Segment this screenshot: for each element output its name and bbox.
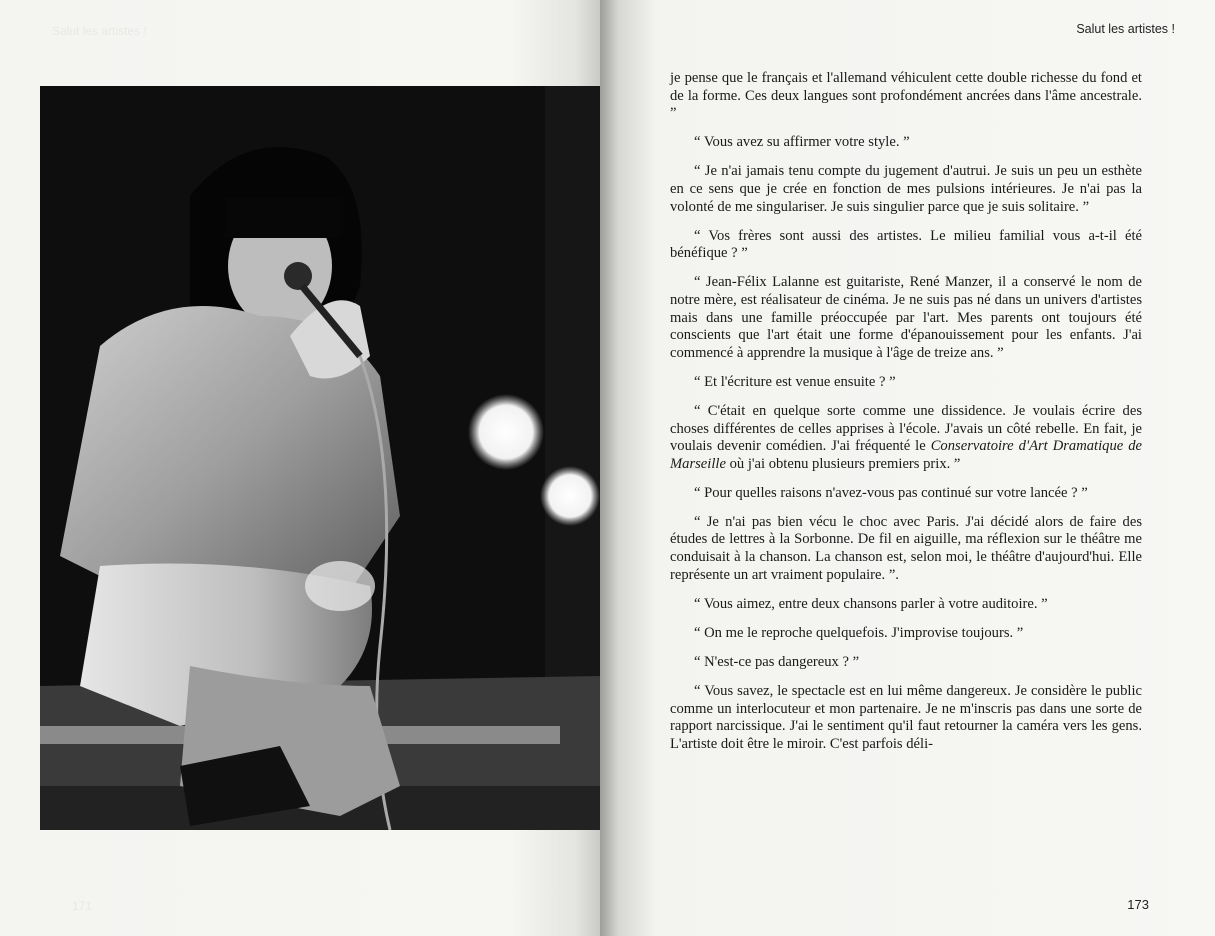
interview-text xyxy=(670,70,1142,765)
left-folio-ghost: 171 xyxy=(72,899,93,913)
paragraph-text: je pense que le français et l'allemand véhiculent cette double richesse du fond et de la forme. Ces deux langues sont profondément ancrées dans l'âme ancestrale. ” xyxy=(670,70,1142,122)
paragraph xyxy=(670,70,1142,123)
running-head: Salut les artistes ! xyxy=(1076,22,1175,36)
paragraph-text: “ On me le reproche quelquefois. J'improvise toujours. ” xyxy=(694,624,1024,641)
paragraph-text: “ Vous savez, le spectacle est en lui même dangereux. Je considère le public comme un interlocuteur et mon partenaire. Je ne m'inscris pas dans une sorte de rapport narcissique. J'ai le sentiment qu'il faut retourner la caméra vers les gens. L'artiste doit être le miroir. C'est parfois déli- xyxy=(670,683,1142,752)
paragraph xyxy=(670,134,1142,152)
paragraph xyxy=(670,625,1142,643)
paragraph xyxy=(670,654,1142,672)
left-running-head-ghost: Salut les artistes ! xyxy=(52,24,147,38)
paragraph xyxy=(670,683,1142,753)
paragraph-text: “ Je n'ai jamais tenu compte du jugement d'autrui. Je suis un peu un esthète en ce sens que je crée en fonction de mes pulsions intérieures. Je n'ai pas la volonté de me singulariser. Je suis singulier parce que je suis solitaire. ” xyxy=(670,163,1142,215)
paragraph-text: “ Vos frères sont aussi des artistes. Le milieu familial vous a-t-il été bénéfique ? ” xyxy=(670,227,1142,262)
italic-title: Conservatoire d'Art Dramatique de Marseille xyxy=(670,438,1143,472)
paragraph xyxy=(670,514,1142,584)
singer-photo xyxy=(40,86,600,830)
left-page xyxy=(0,0,600,936)
stage-light xyxy=(540,466,600,526)
paragraph xyxy=(670,596,1142,614)
paragraph-text: où j'ai obtenu plusieurs premiers prix. ” xyxy=(725,455,961,472)
page-number: 173 xyxy=(1127,897,1149,912)
paragraph-text: “ Je n'ai pas bien vécu le choc avec Paris. J'ai décidé alors de faire des études de lettres à la Sorbonne. De fil en aiguille, ma réflexion sur le théâtre me conduisait à la chanson. La chanson est, selon moi, le théâtre d'aujourd'hui. Elle représente un art vraiment populaire. ”. xyxy=(670,513,1142,583)
paragraph-text: “ C'était en quelque sorte comme une dissidence. Je voulais écrire des choses différentes de celles apprises à l'école. J'avais un côté rebelle. En fait, je voulais devenir comédien. J'ai fréquenté le xyxy=(670,402,1142,455)
paragraph xyxy=(670,274,1142,362)
paragraph xyxy=(670,228,1142,263)
paragraph-text: “ Vous avez su affirmer votre style. ” xyxy=(694,134,910,151)
paragraph-text: “ N'est-ce pas dangereux ? ” xyxy=(694,653,860,670)
paragraph-text: “ Jean-Félix Lalanne est guitariste, René Manzer, il a conservé le nom de notre mère, est réalisateur de cinéma. Je ne suis pas né dans un univers d'artistes mais dans une famille préoccupée par l'art. Mes parents ont toujours été conscients que l'art était une forme d'épanouissement pour les enfants. J'ai commencé à apprendre la musique à l'âge de treize ans. ” xyxy=(670,274,1142,361)
paragraph xyxy=(670,163,1142,216)
paragraph-text: “ Pour quelles raisons n'avez-vous pas continué sur votre lancée ? ” xyxy=(694,484,1088,501)
paragraph-text: “ Vous aimez, entre deux chansons parler à votre auditoire. ” xyxy=(694,595,1048,612)
paragraph xyxy=(670,403,1142,473)
stage-light xyxy=(468,394,544,470)
paragraph-text: “ Et l'écriture est venue ensuite ? ” xyxy=(694,373,896,390)
paragraph xyxy=(670,485,1142,503)
paragraph xyxy=(670,374,1142,392)
